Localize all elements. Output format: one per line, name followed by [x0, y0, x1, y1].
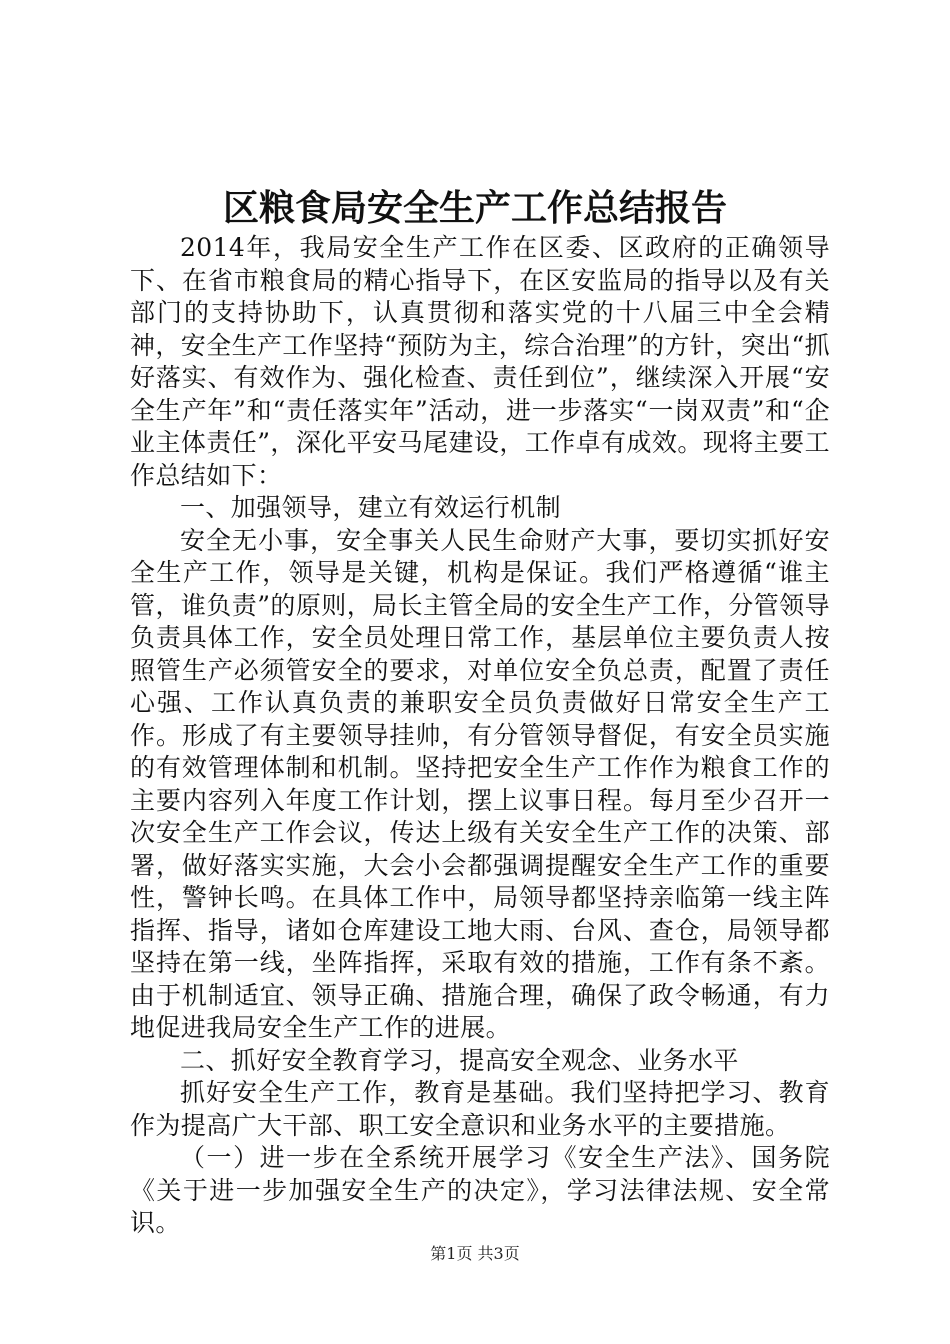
- section-heading-2: 二、抓好安全教育学习，提高安全观念、业务水平: [180, 1045, 739, 1075]
- paragraph-intro: 2014年，我局安全生产工作在区委、区政府的正确领导下、在省市粮食局的精心指导下，在区安监局的指导以及有关部门的支持协助下，认真贯彻和落实党的十八届三中全会精神，安全生产工作坚持“预防为主，综合治理”的方针，突出“抓好落实、有效作为、强化检查、责任到位”，继续深入开展“安全生产年”和“责任落实年”活动，进一步落实“一岗双责”和“企业主体责任”，深化平安马尾建设，工作卓有成效。现将主要工作总结如下：: [130, 233, 830, 490]
- paragraph-subitem-1: （一）进一步在全系统开展学习《安全生产法》、国务院《关于进一步加强安全生产的决定》，学习法律法规、安全常识。: [130, 1143, 830, 1237]
- section-heading-1: 一、加强领导，建立有效运行机制: [180, 493, 562, 522]
- paragraph-section-2: 抓好安全生产工作，教育是基础。我们坚持把学习、教育作为提高广大干部、职工安全意识和业务水平的主要措施。: [130, 1078, 830, 1140]
- paragraph-section-1: 安全无小事，安全事关人民生命财产大事，要切实抓好安全生产工作，领导是关键，机构是保证。我们严格遵循“谁主管，谁负责”的原则，局长主管全局的安全生产工作，分管领导负责具体工作，安全员处理日常工作，基层单位主要负责人按照管生产必须管安全的要求，对单位安全负总责，配置了责任心强、工作认真负责的兼职安全员负责做好日常安全生产工作。形成了有主要领导挂帅，有分管领导督促，有安全员实施的有效管理体制和机制。坚持把安全生产工作作为粮食工作的主要内容列入年度工作计划，摆上议事日程。每月至少召开一次安全生产工作会议，传达上级有关安全生产工作的决策、部署，做好落实实施，大会小会都强调提醒安全生产工作的重要性，警钟长鸣。在具体工作中，局领导都坚持亲临第一线主阵指挥、指导，诸如仓库建设工地大雨、台风、查仓，局领导都坚持在第一线，坐阵指挥，采取有效的措施，工作有条不紊。由于机制适宜、领导正确、措施合理，确保了政令畅通，有力地促进我局安全生产工作的进展。: [130, 525, 830, 1042]
- page-number-footer: 第1页 共3页: [430, 1244, 520, 1263]
- document-body: [130, 232, 830, 1240]
- document-title: 区粮食局安全生产工作总结报告: [222, 187, 727, 229]
